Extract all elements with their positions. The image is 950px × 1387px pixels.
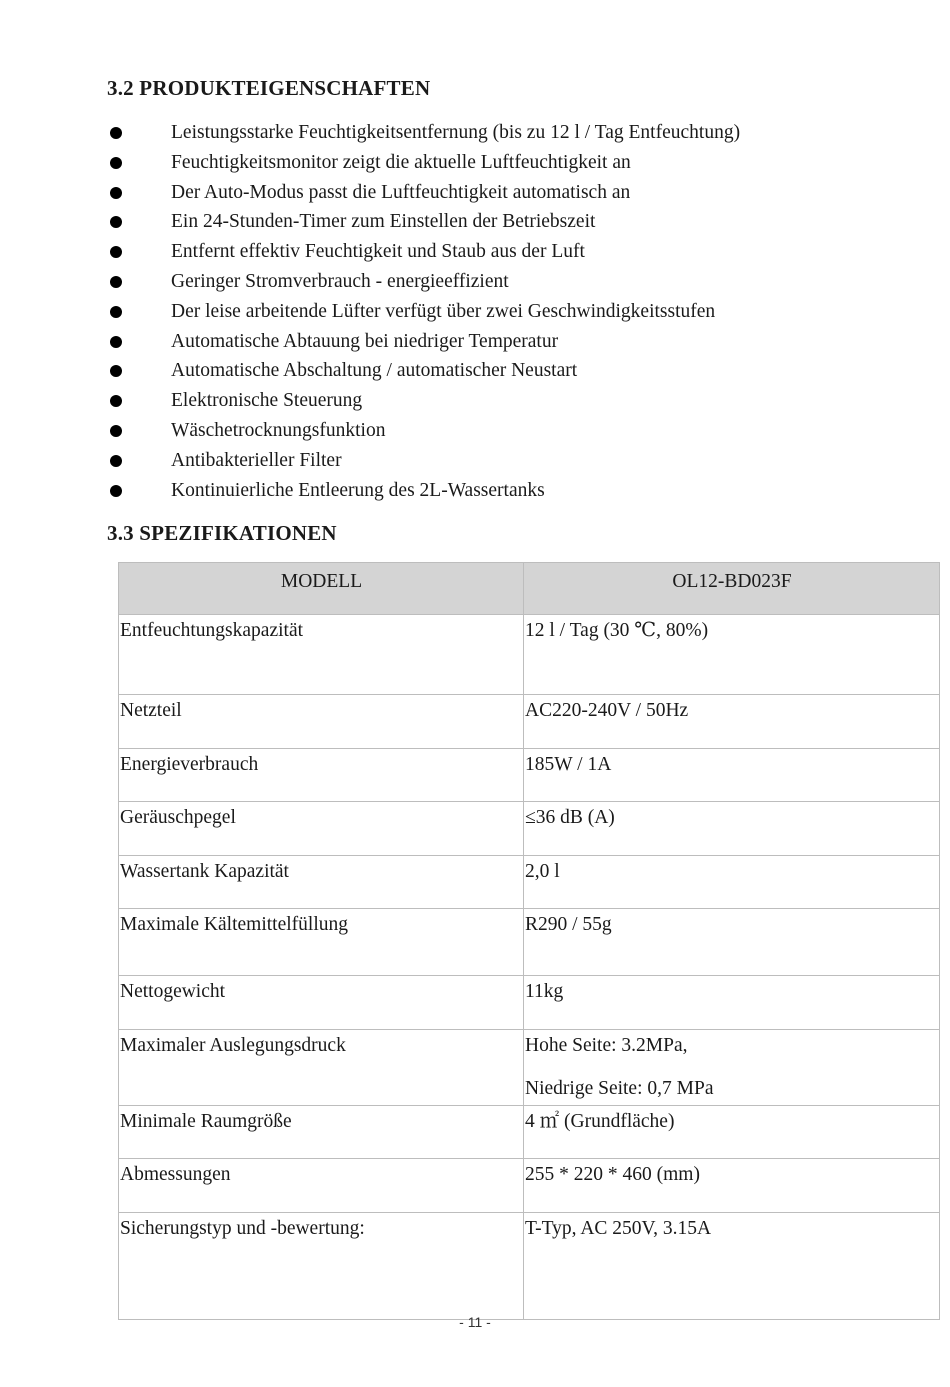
table-row: [119, 615, 940, 695]
spec-value: T-Typ, AC 250V, 3.15A: [524, 1212, 940, 1319]
feature-text: Automatische Abschaltung / automatischer Neustart: [171, 360, 578, 382]
table-row: [119, 695, 940, 749]
spec-value: 4 ㎡ (Grundfläche): [524, 1105, 940, 1159]
spec-label: Entfeuchtungskapazität: [119, 615, 524, 695]
feature-text: Der leise arbeitende Lüfter verfügt über zwei Geschwindigkeitsstufen: [171, 300, 716, 322]
spec-label: Abmessungen: [119, 1159, 524, 1213]
table-row: [119, 1159, 940, 1213]
spec-value: 2,0 l: [524, 855, 940, 909]
spec-label: Minimale Raumgröße: [119, 1105, 524, 1159]
feature-text: Entfernt effektiv Feuchtigkeit und Staub aus der Luft: [171, 241, 585, 263]
spec-label: Geräuschpegel: [119, 802, 524, 856]
spec-label: Netzteil: [119, 695, 524, 749]
header-label-cell: MODELL: [119, 563, 524, 615]
spec-label: Wassertank Kapazität: [119, 855, 524, 909]
spec-table: [118, 562, 940, 1320]
feature-text: Feuchtigkeitsmonitor zeigt die aktuelle Luftfeuchtigkeit an: [171, 151, 631, 173]
table-row: [119, 748, 940, 802]
bullet-icon: [110, 246, 122, 258]
bullet-icon: [110, 157, 122, 169]
feature-text: Der Auto-Modus passt die Luftfeuchtigkeit automatisch an: [171, 181, 631, 203]
bullet-icon: [110, 127, 122, 139]
bullet-icon: [110, 425, 122, 437]
feature-text: Geringer Stromverbrauch - energieeffizient: [171, 270, 509, 292]
bullet-icon: [110, 276, 122, 288]
spec-value: R290 / 55g: [524, 909, 940, 976]
bullet-icon: [110, 216, 122, 228]
spec-value-line2: Niedrige Seite: 0,7 MPa: [525, 1077, 714, 1099]
table-row: [119, 1029, 940, 1105]
spec-value-line1: Hohe Seite: 3.2MPa,: [525, 1034, 688, 1056]
spec-label: Maximaler Auslegungsdruck: [119, 1029, 524, 1105]
feature-text: Kontinuierliche Entleerung des 2L-Wassertanks: [171, 479, 545, 501]
table-row: [119, 1105, 940, 1159]
table-row: [119, 909, 940, 976]
spec-label: Maximale Kältemittelfüllung: [119, 909, 524, 976]
section-heading-specs: 3.3 SPEZIFIKATIONEN: [107, 521, 337, 545]
header-value-cell: OL12-BD023F: [524, 563, 940, 615]
spec-value: 11kg: [524, 976, 940, 1030]
feature-text: Leistungsstarke Feuchtigkeitsentfernung (bis zu 12 l / Tag Entfeuchtung): [171, 122, 741, 143]
feature-text: Automatische Abtauung bei niedriger Temperatur: [171, 330, 559, 352]
spec-value: 12 l / Tag (30 ℃, 80%): [524, 615, 940, 695]
spec-value: ≤36 dB (A): [524, 802, 940, 856]
spec-label: Energieverbrauch: [119, 748, 524, 802]
table-header-row: [119, 563, 940, 615]
feature-text: Wäschetrocknungsfunktion: [171, 419, 386, 441]
table-row: [119, 802, 940, 856]
bullet-icon: [110, 306, 122, 318]
table-row: [119, 1212, 940, 1319]
spec-label: Sicherungstyp und -bewertung:: [119, 1212, 524, 1319]
feature-text: Elektronische Steuerung: [171, 390, 363, 412]
bullet-icon: [110, 395, 122, 407]
feature-text: Ein 24-Stunden-Timer zum Einstellen der Betriebszeit: [171, 211, 596, 233]
table-row: [119, 976, 940, 1030]
bullet-icon: [110, 336, 122, 348]
spec-label: Nettogewicht: [119, 976, 524, 1030]
section-heading-features: 3.2 PRODUKTEIGENSCHAFTEN: [107, 76, 431, 100]
spec-value: [524, 1029, 940, 1105]
bullet-icon: [110, 187, 122, 199]
bullet-icon: [110, 365, 122, 377]
table-row: [119, 855, 940, 909]
spec-value: 185W / 1A: [524, 748, 940, 802]
feature-text: Antibakterieller Filter: [171, 449, 342, 471]
bullet-icon: [110, 485, 122, 497]
page-number: - 11 -: [459, 1314, 491, 1330]
bullet-icon: [110, 455, 122, 467]
spec-value: AC220-240V / 50Hz: [524, 695, 940, 749]
spec-value: 255 * 220 * 460 (mm): [524, 1159, 940, 1213]
